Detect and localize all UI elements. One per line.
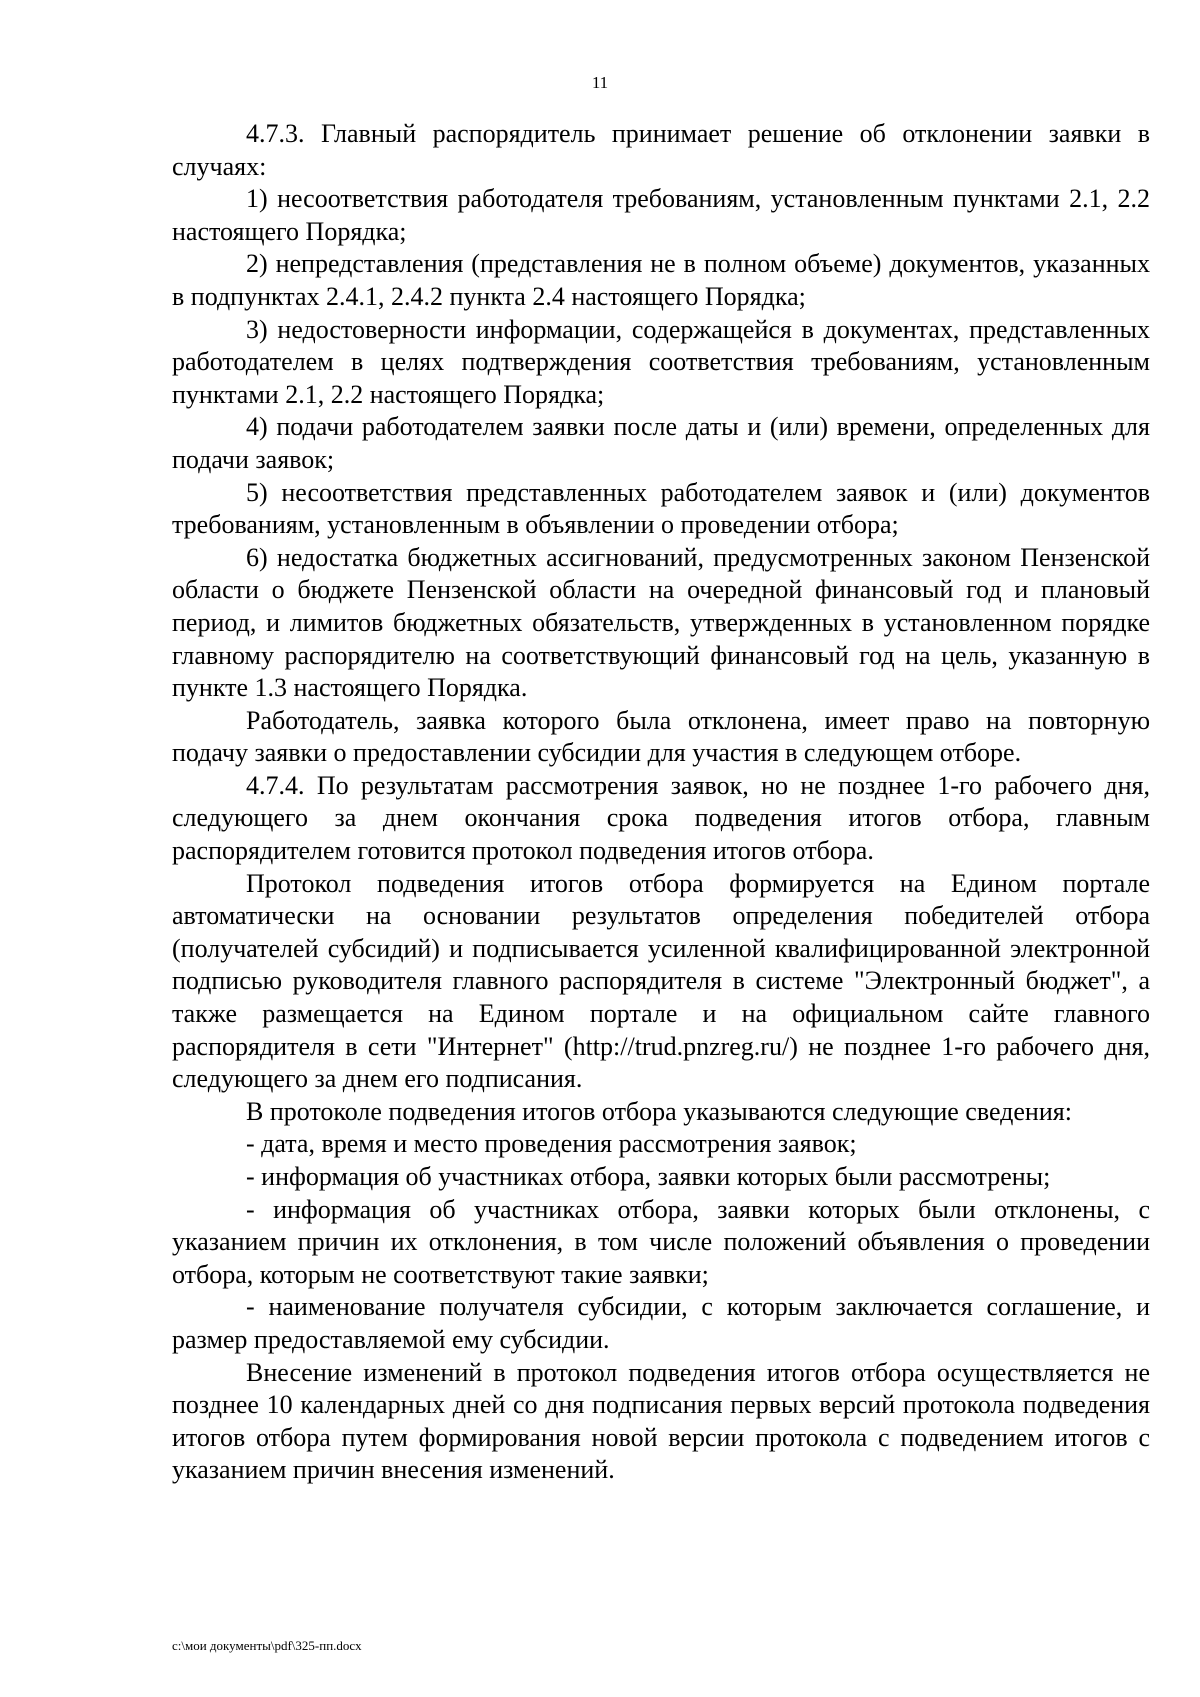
- list-item-1: 1) несоответствия работодателя требованиям, установленным пунктами 2.1, 2.2 настоящего Порядка;: [172, 184, 1150, 246]
- paragraph-4-7-3: 4.7.3. Главный распорядитель принимает решение об отклонении заявки в случаях:: [172, 119, 1150, 181]
- paragraph-protocol-contents: В протоколе подведения итогов отбора указываются следующие сведения:: [246, 1096, 1072, 1126]
- paragraph-protocol: Протокол подведения итогов отбора формируется на Едином портале автоматически на основании результатов определения победителей отбора (получателей субсидий) и подписывается усиленной квалифицированной электронной подписью руководителя главного распорядителя в системе "Электронный бюджет", а также размещается на Едином портале и на официальном сайте главного распорядителя в сети "Интернет" (http://trud.pnzreg.ru/) не позднее 1-го рабочего дня, следующего за днем его подписания.: [172, 868, 1150, 1094]
- page-number: 11: [591, 73, 609, 92]
- bullet-item: - дата, время и место проведения рассмотрения заявок;: [246, 1129, 857, 1159]
- paragraph-reapply: Работодатель, заявка которого была отклонена, имеет право на повторную подачу заявки о предоставлении субсидии для участия в следующем отборе.: [172, 705, 1150, 768]
- bullet-item: - информация об участниках отбора, заявки которых были рассмотрены;: [246, 1162, 1051, 1191]
- bullet-item: - информация об участниках отбора, заявки которых были отклонены, с указанием причин их отклонения, в том числе положений объявления о проведении отбора, которым не соответствуют такие заявки;: [172, 1194, 1150, 1289]
- paragraph-4-7-4: 4.7.4. По результатам рассмотрения заявок, но не позднее 1-го рабочего дня, следующего за днем окончания срока подведения итогов отбора, главным распорядителем готовится протокол подведения итогов отбора.: [172, 770, 1150, 866]
- bullet-item: - наименование получателя субсидии, с которым заключается соглашение, и размер предоставляемой ему субсидии.: [172, 1292, 1150, 1354]
- paragraph-protocol-changes: Внесение изменений в протокол подведения итогов отбора осуществляется не позднее 10 календарных дней со дня подписания первых версий протокола подведения итогов отбора путем формирования новой версии протокола с подведением итогов с указанием причин внесения изменений.: [172, 1357, 1150, 1485]
- list-item-2: 2) непредставления (представления не в полном объеме) документов, указанных в подпунктах 2.4.1, 2.4.2 пункта 2.4 настоящего Порядка;: [172, 249, 1150, 311]
- list-item-4: 4) подачи работодателем заявки после даты и (или) времени, определенных для подачи заявок;: [172, 412, 1150, 474]
- document-body: [172, 118, 1150, 1487]
- list-item-6: 6) недостатка бюджетных ассигнований, предусмотренных законом Пензенской области о бюджете Пензенской области на очередной финансовый год и плановый период, и лимитов бюджетных обязательств, утвержденных в установленном порядке главному распорядителю на соответствующий финансовый год на цель, указанную в пункте 1.3 настоящего Порядка.: [172, 542, 1150, 703]
- list-item-5: 5) несоответствия представленных работодателем заявок и (или) документов требованиям, установленным в объявлении о проведении отбора;: [172, 477, 1150, 540]
- list-item-3: 3) недостоверности информации, содержащейся в документах, представленных работодателем в целях подтверждения соответствия требованиям, установленным пунктами 2.1, 2.2 настоящего Порядка;: [172, 314, 1150, 409]
- footer-file-path: c:\мои документы\pdf\325-пп.docx: [172, 1638, 362, 1653]
